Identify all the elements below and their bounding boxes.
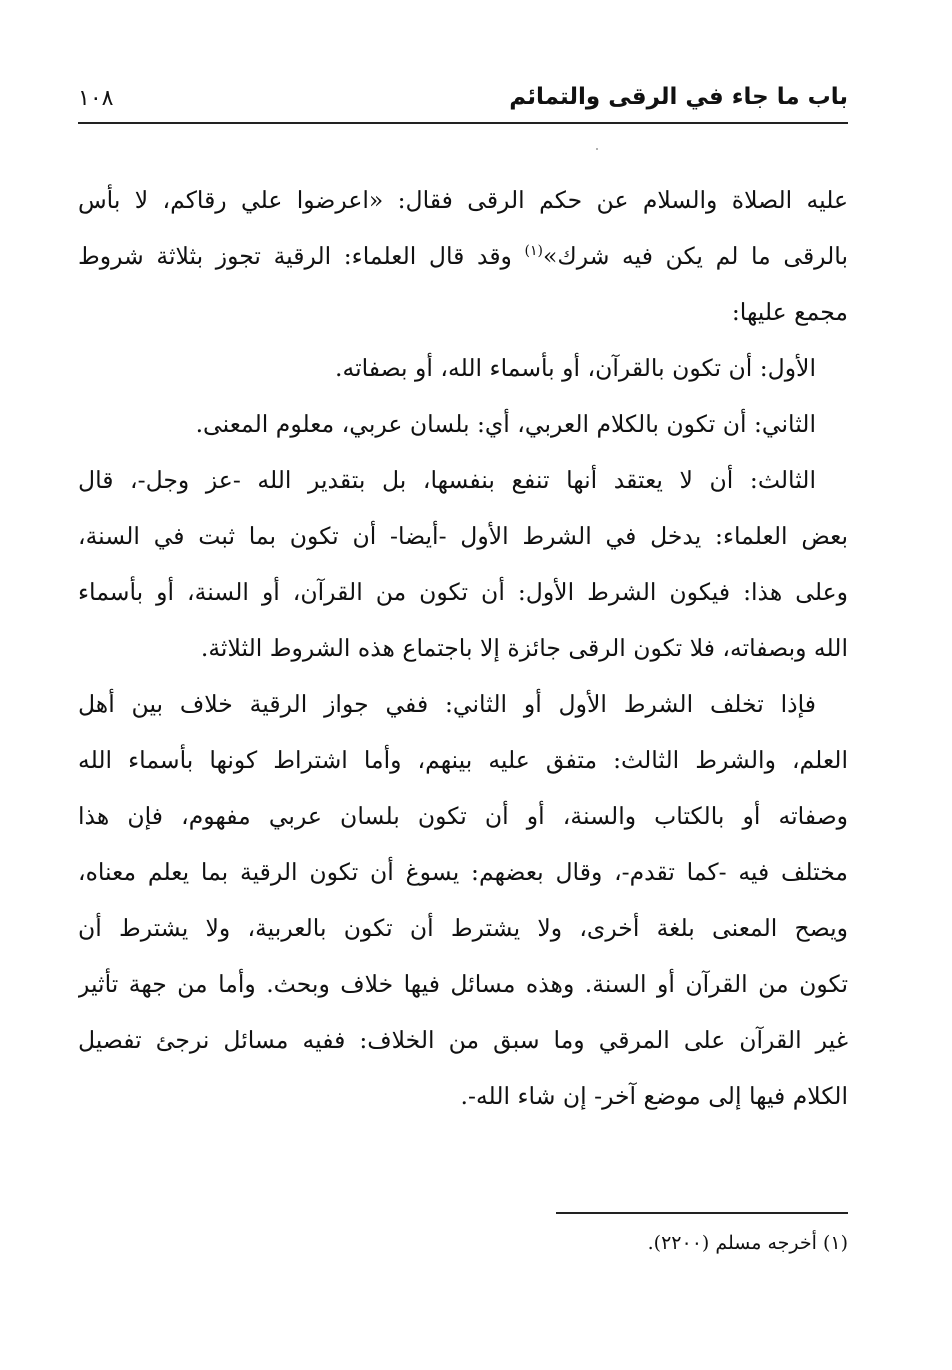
text-line <box>78 228 848 284</box>
running-title: باب ما جاء في الرقى والتمائم <box>509 84 848 110</box>
page-number: ١٠٨ <box>78 86 114 111</box>
footnote-rule <box>556 1212 848 1214</box>
footnote: (١) أخرجه مسلم (٢٢٠٠). <box>647 1232 848 1254</box>
text-fragment: وقد قال العلماء: الرقية تجوز بثلاثة شروط <box>78 242 525 270</box>
body-text <box>78 172 848 1124</box>
footnote-reference: (١) <box>524 243 543 260</box>
condition-second: الثاني: أن تكون بالكلام العربي، أي: بلسان عربي، معلوم المعنى. <box>195 410 816 438</box>
text-line: الله وبصفاته، فلا تكون الرقى جائزة إلا باجتماع هذه الشروط الثلاثة. <box>200 634 848 662</box>
text-line: ويصح المعنى بلغة أخرى، ولا يشترط أن تكون بالعربية، ولا يشترط أن <box>78 914 848 942</box>
condition-third: الثالث: أن لا يعتقد أنها تنفع بنفسها، بل بتقدير الله -عز وجل-، قال <box>78 466 816 494</box>
header-rule <box>78 122 848 124</box>
text-line: غير القرآن على المرقي وما سبق من الخلاف: ففيه مسائل نرجئ تفصيل <box>78 1026 848 1054</box>
text-line: مختلف فيه -كما تقدم-، وقال بعضهم: يسوغ أن تكون الرقية بما يعلم معناه، <box>78 858 848 886</box>
page-header <box>78 78 848 124</box>
text-line: تكون من القرآن أو السنة. وهذه مسائل فيها خلاف وبحث. وأما من جهة تأثير <box>78 970 848 998</box>
text-fragment: بالرقى ما لم يكن فيه شرك» <box>543 242 848 270</box>
scan-speck <box>596 148 598 150</box>
text-line: عليه الصلاة والسلام عن حكم الرقى فقال: «اعرضوا علي رقاكم، لا بأس <box>78 186 848 214</box>
text-line: بعض العلماء: يدخل في الشرط الأول -أيضا- أن تكون بما ثبت في السنة، <box>78 522 848 550</box>
text-line: وعلى هذا: فيكون الشرط الأول: أن تكون من القرآن، أو السنة، أو بأسماء <box>78 578 848 606</box>
paragraph-start: فإذا تخلف الشرط الأول أو الثاني: ففي جواز الرقية خلاف بين أهل <box>78 690 816 718</box>
condition-first: الأول: أن تكون بالقرآن، أو بأسماء الله، أو بصفاته. <box>335 354 816 382</box>
text-line: مجمع عليها: <box>731 298 848 326</box>
text-line: الكلام فيها إلى موضع آخر- إن شاء الله-. <box>460 1082 848 1110</box>
text-line: وصفاته أو بالكتاب والسنة، أو أن تكون بلسان عربي مفهوم، فإن هذا <box>78 802 848 830</box>
text-line: العلم، والشرط الثالث: متفق عليه بينهم، وأما اشتراط كونها بأسماء الله <box>78 746 848 774</box>
